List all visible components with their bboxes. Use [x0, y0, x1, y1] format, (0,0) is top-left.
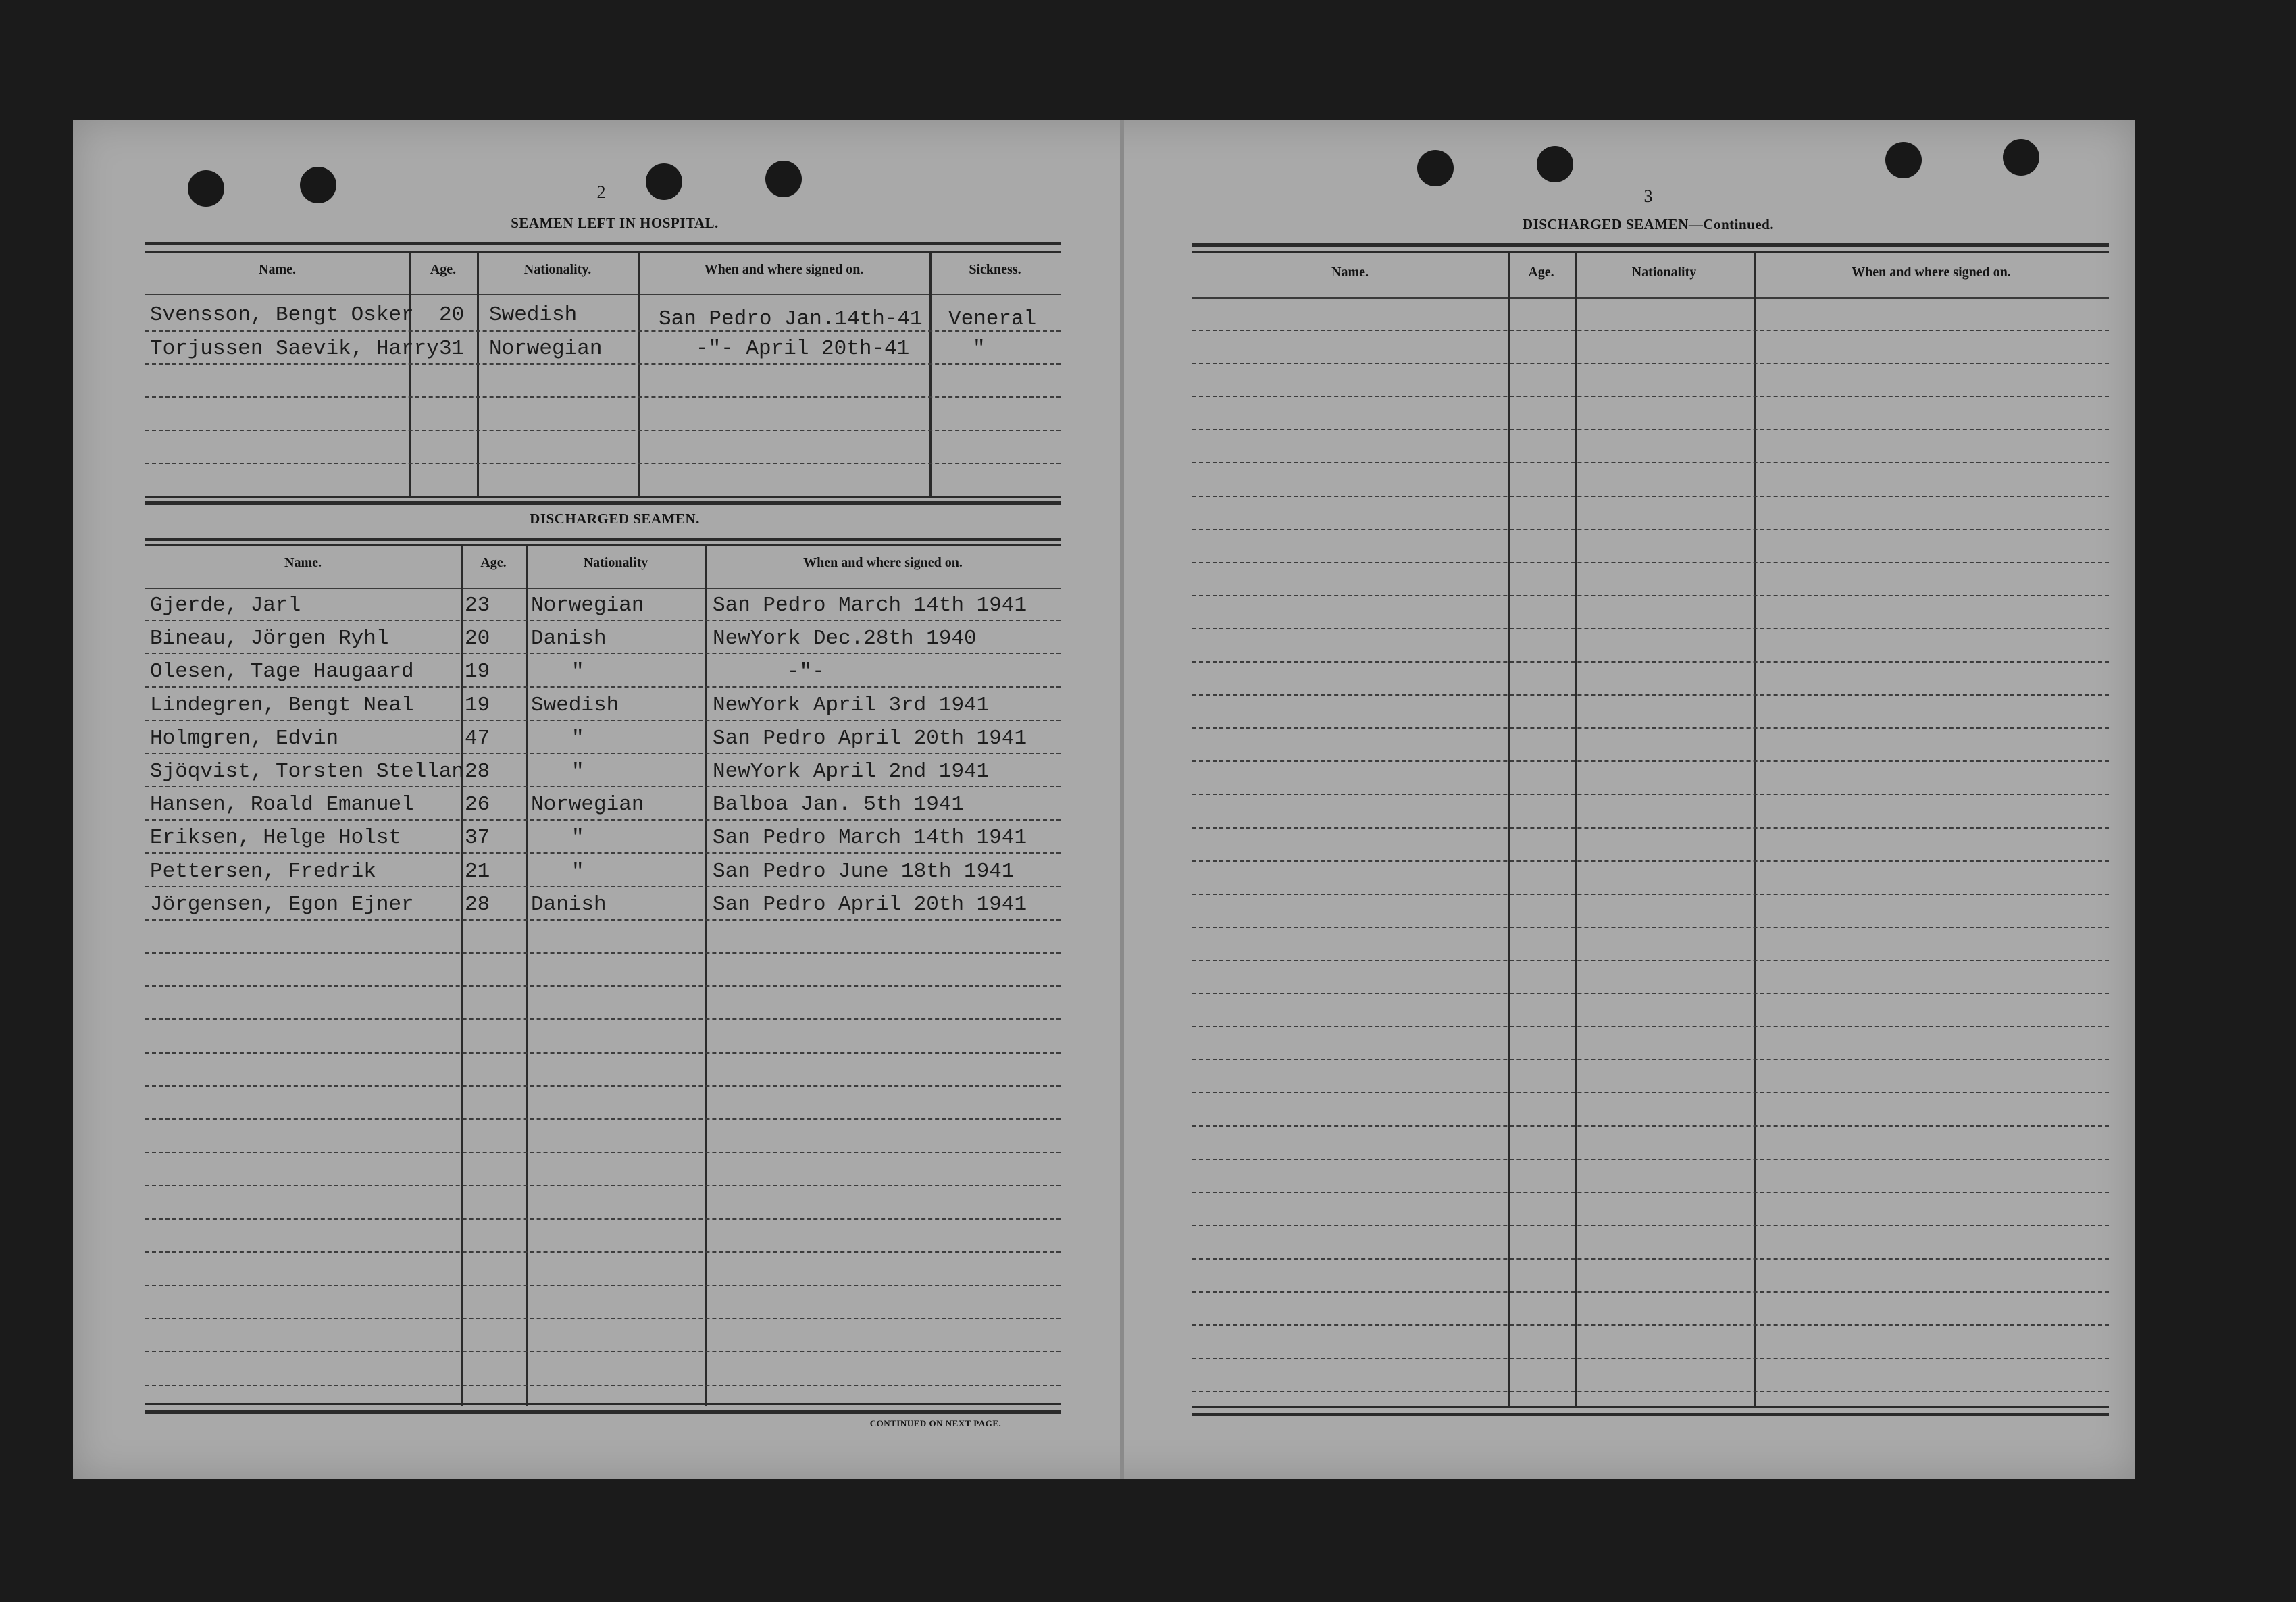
table-rule	[1192, 251, 2109, 253]
ruled-line	[145, 363, 1061, 365]
column-divider	[477, 251, 479, 496]
ruled-line	[1192, 1225, 2109, 1226]
discharged-name: Lindegren, Bengt Neal	[150, 693, 414, 717]
ruled-line	[1192, 1192, 2109, 1193]
column-divider	[1508, 251, 1510, 1406]
discharged-section-title: DISCHARGED SEAMEN.	[530, 511, 700, 527]
punch-hole	[188, 170, 224, 207]
ruled-line	[145, 852, 1061, 854]
table-rule	[1192, 1406, 2109, 1408]
discharged-age: 26	[465, 793, 490, 817]
discharged-signed: NewYork April 3rd 1941	[713, 693, 990, 717]
column-divider	[705, 544, 707, 1406]
ruled-line	[1192, 860, 2109, 862]
ruled-line	[1192, 562, 2109, 563]
discharged-signed: San Pedro March 14th 1941	[713, 594, 1027, 617]
discharged-signed: San Pedro April 20th 1941	[713, 726, 1027, 750]
table-rule	[1192, 243, 2109, 247]
discharged-nationality: "	[571, 726, 584, 750]
discharged-nationality: "	[571, 859, 584, 883]
punch-hole	[2003, 139, 2039, 176]
ruled-line	[145, 720, 1061, 721]
column-header-signed: When and where signed on.	[803, 555, 963, 570]
ruled-line	[145, 1018, 1061, 1020]
punch-hole	[1885, 142, 1922, 178]
column-divider	[638, 251, 640, 496]
ruled-line	[145, 786, 1061, 787]
column-divider	[929, 251, 932, 496]
discharged-age: 20	[465, 627, 490, 651]
ruled-line	[145, 1318, 1061, 1319]
discharged-name: Olesen, Tage Haugaard	[150, 660, 414, 684]
ruled-line	[1192, 429, 2109, 430]
discharged-nationality: Swedish	[531, 693, 619, 717]
discharged-signed: NewYork Dec.28th 1940	[713, 627, 977, 651]
ruled-line	[1192, 496, 2109, 497]
continued-note: CONTINUED ON NEXT PAGE.	[869, 1418, 1002, 1428]
column-divider	[1754, 251, 1756, 1406]
page-fold	[1120, 120, 1124, 1479]
discharged-nationality: Danish	[531, 627, 607, 651]
discharged-name: Jörgensen, Egon Ejner	[150, 892, 414, 916]
discharged-name: Holmgren, Edvin	[150, 726, 339, 750]
ruled-line	[1192, 1026, 2109, 1027]
page-number: 2	[596, 182, 606, 202]
table-rule	[1192, 297, 2109, 299]
ruled-line	[145, 1351, 1061, 1352]
ruled-line	[1192, 1258, 2109, 1260]
discharged-name: Sjöqvist, Torsten Stellan	[150, 760, 465, 783]
hospital-sickness: Veneral	[948, 307, 1037, 331]
discharged-name: Bineau, Jörgen Ryhl	[150, 627, 389, 651]
discharged-signed: San Pedro March 14th 1941	[713, 826, 1027, 850]
ruled-line	[145, 463, 1061, 464]
ruled-line	[145, 919, 1061, 921]
ruled-line	[1192, 1092, 2109, 1093]
discharged-nationality: Norwegian	[531, 793, 644, 817]
column-header-signed: When and where signed on.	[704, 262, 864, 277]
ruled-line	[145, 819, 1061, 821]
ruled-line	[1192, 330, 2109, 331]
column-header-age: Age.	[1528, 265, 1554, 280]
column-header-age: Age.	[430, 262, 457, 277]
ruled-line	[145, 1085, 1061, 1087]
discharged-nationality: "	[571, 760, 584, 783]
discharged-nationality: Danish	[531, 892, 607, 916]
ruled-line	[145, 1052, 1061, 1054]
punch-hole	[1417, 150, 1454, 186]
discharged-name: Gjerde, Jarl	[150, 594, 301, 617]
ruled-line	[145, 430, 1061, 431]
hospital-nationality: Swedish	[489, 303, 578, 327]
table-rule	[1192, 1413, 2109, 1416]
right-section-title: DISCHARGED SEAMEN—Continued.	[1522, 216, 1775, 232]
ruled-line	[145, 952, 1061, 954]
ruled-line	[1192, 595, 2109, 596]
punch-hole	[300, 167, 336, 203]
ruled-line	[1192, 1391, 2109, 1392]
discharged-age: 19	[465, 693, 490, 717]
ruled-line	[145, 330, 1061, 332]
column-header-name: Name.	[1331, 265, 1369, 280]
discharged-signed: -"-	[787, 660, 825, 684]
discharged-signed: NewYork April 2nd 1941	[713, 760, 990, 783]
discharged-nationality: Norwegian	[531, 594, 644, 617]
discharged-name: Hansen, Roald Emanuel	[150, 793, 414, 817]
ruled-line	[145, 1152, 1061, 1153]
ruled-line	[1192, 894, 2109, 895]
ruled-line	[145, 753, 1061, 754]
column-header-nationality: Nationality	[583, 555, 648, 570]
column-divider	[409, 251, 411, 496]
ruled-line	[1192, 529, 2109, 530]
ruled-line	[1192, 760, 2109, 762]
ruled-line	[1192, 628, 2109, 629]
column-divider	[461, 544, 463, 1406]
punch-hole	[1537, 146, 1573, 182]
ruled-line	[145, 886, 1061, 887]
discharged-age: 47	[465, 726, 490, 750]
ruled-line	[145, 1185, 1061, 1186]
ruled-line	[1192, 794, 2109, 795]
ruled-line	[145, 1385, 1061, 1386]
column-header-age: Age.	[480, 555, 507, 570]
table-rule	[145, 496, 1061, 498]
discharged-nationality: "	[571, 660, 584, 684]
column-header-nationality: Nationality.	[524, 262, 592, 277]
ruled-line	[1192, 1291, 2109, 1293]
discharged-age: 28	[465, 760, 490, 783]
discharged-age: 19	[465, 660, 490, 684]
column-header-nationality: Nationality	[1631, 265, 1697, 280]
table-rule	[145, 242, 1061, 245]
table-rule	[145, 501, 1061, 505]
ruled-line	[1192, 993, 2109, 994]
discharged-age: 23	[465, 594, 490, 617]
ruled-line	[1192, 462, 2109, 463]
hospital-name: Svensson, Bengt Osker	[150, 303, 414, 327]
ruled-line	[1192, 727, 2109, 729]
discharged-name: Pettersen, Fredrik	[150, 859, 376, 883]
hospital-age: 20	[439, 303, 465, 327]
table-rule	[145, 251, 1061, 253]
ruled-line	[1192, 1059, 2109, 1060]
hospital-signed: -"- April 20th-41	[696, 337, 910, 361]
table-rule	[145, 538, 1061, 541]
hospital-nationality: Norwegian	[489, 337, 603, 361]
discharged-name: Eriksen, Helge Holst	[150, 826, 402, 850]
column-divider	[1575, 251, 1577, 1406]
table-rule	[145, 1410, 1061, 1414]
ruled-line	[1192, 694, 2109, 696]
ruled-line	[145, 620, 1061, 621]
punch-hole	[646, 163, 682, 200]
column-header-name: Name.	[284, 555, 322, 570]
discharged-signed: San Pedro April 20th 1941	[713, 892, 1027, 916]
ruled-line	[145, 985, 1061, 987]
punch-hole	[765, 161, 802, 197]
ruled-line	[145, 653, 1061, 654]
page-number: 3	[1643, 186, 1653, 206]
table-rule	[145, 544, 1061, 546]
ruled-line	[1192, 927, 2109, 928]
ruled-line	[1192, 960, 2109, 961]
ruled-line	[1192, 1125, 2109, 1127]
ruled-line	[145, 396, 1061, 398]
column-header-name: Name.	[259, 262, 296, 277]
ruled-line	[145, 1218, 1061, 1220]
ruled-line	[145, 1118, 1061, 1120]
table-rule	[145, 1403, 1061, 1405]
discharged-age: 37	[465, 826, 490, 850]
hospital-signed: San Pedro Jan.14th-41	[659, 307, 923, 331]
ruled-line	[1192, 661, 2109, 663]
hospital-sickness: "	[973, 337, 986, 361]
ruled-line	[1192, 1358, 2109, 1359]
ruled-line	[1192, 396, 2109, 397]
discharged-age: 21	[465, 859, 490, 883]
ruled-line	[1192, 1159, 2109, 1160]
column-header-sickness: Sickness.	[969, 262, 1021, 277]
discharged-nationality: "	[571, 826, 584, 850]
ruled-line	[1192, 1324, 2109, 1326]
ruled-line	[145, 686, 1061, 688]
hospital-name: Torjussen Saevik, Harry	[150, 337, 439, 361]
table-rule	[145, 294, 1061, 295]
column-divider	[526, 544, 528, 1406]
table-rule	[145, 588, 1061, 589]
ruled-line	[1192, 363, 2109, 364]
hospital-section-title: SEAMEN LEFT IN HOSPITAL.	[511, 215, 719, 231]
discharged-signed: Balboa Jan. 5th 1941	[713, 793, 965, 817]
hospital-age: 31	[439, 337, 465, 361]
column-header-signed: When and where signed on.	[1852, 265, 2011, 280]
discharged-age: 28	[465, 892, 490, 916]
ruled-line	[1192, 827, 2109, 829]
ruled-line	[145, 1285, 1061, 1286]
ruled-line	[145, 1251, 1061, 1253]
discharged-signed: San Pedro June 18th 1941	[713, 859, 1015, 883]
